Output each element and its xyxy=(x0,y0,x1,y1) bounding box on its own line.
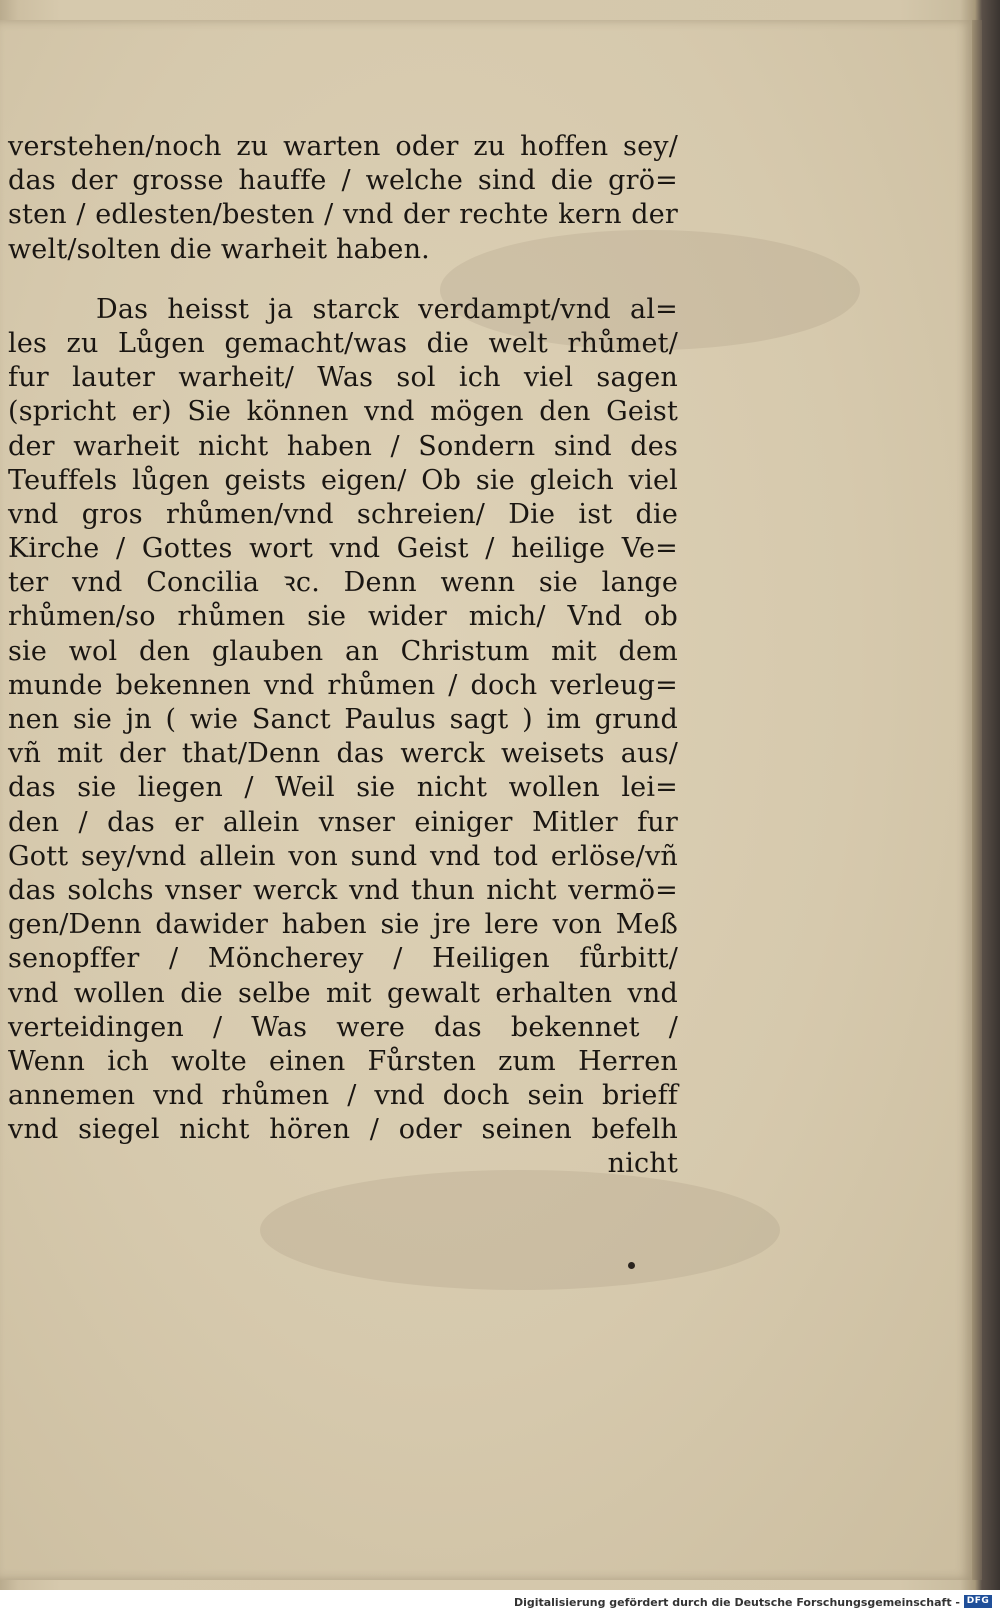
text-line: vnd gros rhůmen/vnd schreien/ Die ist die xyxy=(8,498,678,530)
text-line: das der grosse hauffe / welche sind die grö= xyxy=(8,165,678,197)
paragraph-gap xyxy=(8,267,678,293)
text-line: rhůmen/so rhůmen sie wider mich/ Vnd ob xyxy=(8,601,678,633)
text-line: das sie liegen / Weil sie nicht wollen lei= xyxy=(8,772,678,804)
text-line: gen/Denn dawider haben sie jre lere von Meß xyxy=(8,909,678,941)
bleed-through-smudge xyxy=(260,1170,780,1290)
text-line: ter vnd Concilia ꝛc. Denn wenn sie lange xyxy=(8,567,678,599)
text-line: das solchs vnser werck vnd thun nicht vermö= xyxy=(8,874,678,906)
text-line: welt/solten die warheit haben. xyxy=(8,233,430,265)
text-line: (spricht er) Sie können vnd mögen den Geist xyxy=(8,396,678,428)
text-line: Kirche / Gottes wort vnd Geist / heilige Ve= xyxy=(8,533,678,565)
text-line: sie wol den glauben an Christum mit dem xyxy=(8,635,678,667)
text-line: Teuffels lůgen geists eigen/ Ob sie gleich viel xyxy=(8,464,678,496)
text-line: les zu Lůgen gemacht/was die welt rhůmet/ xyxy=(8,327,678,359)
text-line: annemen vnd rhůmen / vnd doch sein brieff xyxy=(8,1080,678,1112)
text-line: vñ mit der that/Denn das werck weisets aus/ xyxy=(8,738,678,770)
text-line: den / das er allein vnser einiger Mitler fur xyxy=(8,806,678,838)
text-line: Wenn ich wolte einen Fůrsten zum Herren xyxy=(8,1045,678,1077)
ink-speck xyxy=(628,1262,635,1269)
text-line: senopffer / Möncherey / Heiligen fůrbitt/ xyxy=(8,943,678,975)
page-edge xyxy=(972,20,982,1580)
text-line: der warheit nicht haben / Sondern sind des xyxy=(8,430,678,462)
text-line: nen sie jn ( wie Sanct Paulus sagt ) im grund xyxy=(8,704,678,735)
footer-bar xyxy=(0,1590,1000,1615)
text-line: Das heisst ja starck verdampt/vnd al= xyxy=(96,293,678,325)
catchword: nicht xyxy=(607,1148,678,1180)
text-line: sten / edlesten/besten / vnd der rechte kern der xyxy=(8,199,678,231)
text-line: Gott sey/vnd allein von sund vnd tod erlöse/vñ xyxy=(8,840,678,872)
funding-credit: Digitalisierung gefördert durch die Deutsche Forschungsgemeinschaft - xyxy=(513,1596,960,1609)
text-line: verteidingen / Was were das bekennet / xyxy=(8,1011,678,1043)
text-line: fur lauter warheit/ Was sol ich viel sagen xyxy=(8,362,678,394)
dfg-logo-icon: DFG xyxy=(964,1595,992,1608)
text-line: verstehen/noch zu warten oder zu hoffen sey/ xyxy=(8,131,678,162)
text-line: munde bekennen vnd rhůmen / doch verleug= xyxy=(8,669,678,701)
text-line: vnd siegel nicht hören / oder seinen befelh xyxy=(8,1114,678,1146)
text-line: vnd wollen die selbe mit gewalt erhalten vnd xyxy=(8,977,678,1009)
body-text xyxy=(8,130,678,1182)
